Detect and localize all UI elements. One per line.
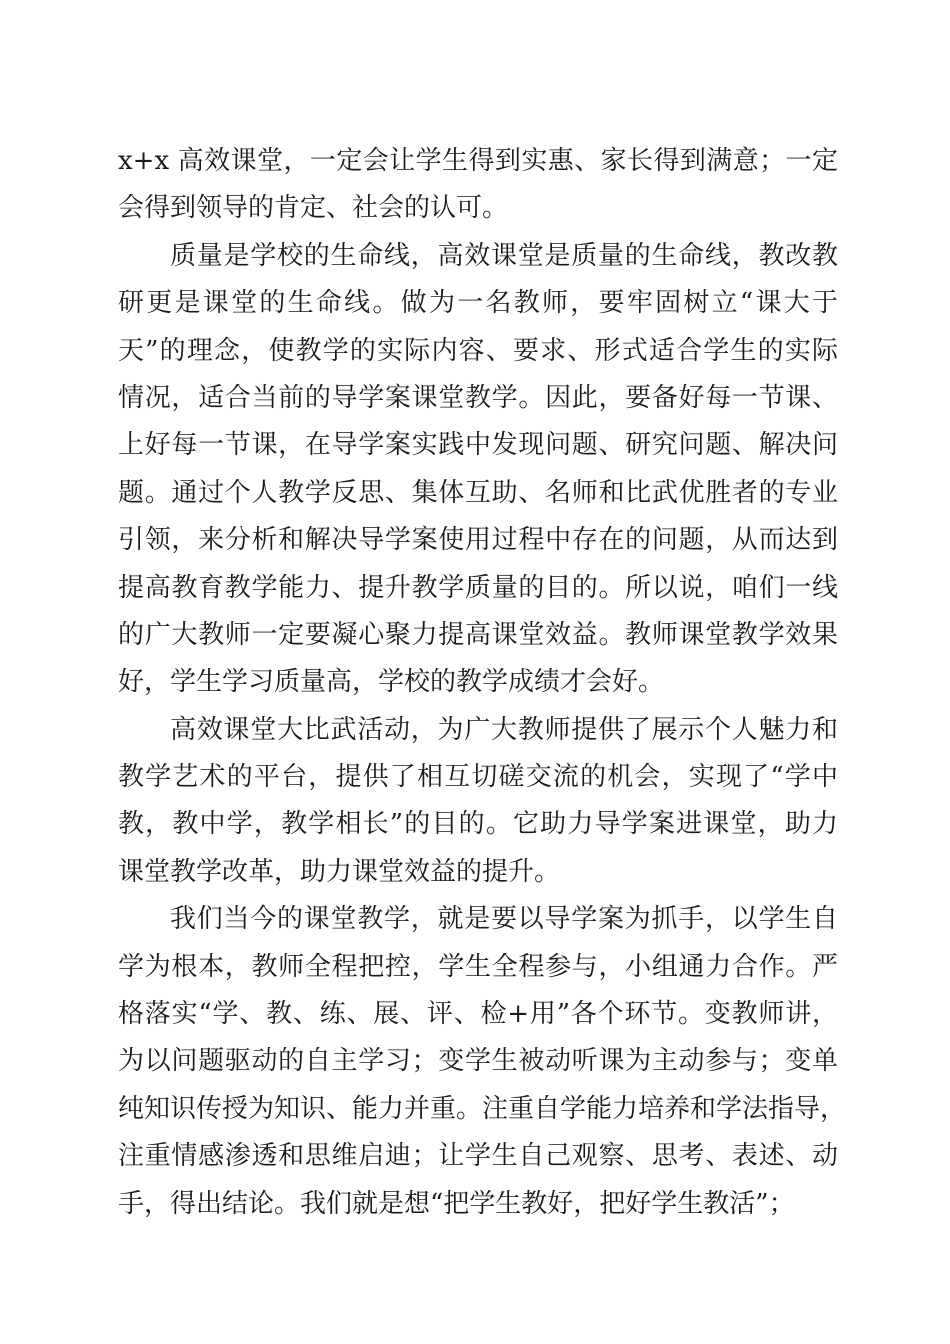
document-body — [118, 138, 847, 1228]
text-line: x+x 高效课堂，一定会让学生得到实惠、家长得到满意；一定 — [118, 146, 838, 176]
text-line: 提高教育教学能力、提升教学质量的目的。所以说，咱们一线 — [118, 572, 838, 603]
text-line: 学为根本，教师全程把控，学生全程参与，小组通力合作。严 — [118, 951, 838, 982]
paragraph-3 — [118, 707, 838, 897]
text-line: 会得到领导的肯定、社会的认可。 — [118, 193, 509, 224]
text-line: 手，得出结论。我们就是想“把学生教好，把好学生教活”； — [118, 1188, 795, 1219]
text-line: 教学艺术的平台，提供了相互切磋交流的机会，实现了“学中 — [118, 762, 838, 793]
paragraph-2 — [118, 233, 838, 707]
text-line: 的广大教师一定要凝心聚力提高课堂效益。教师课堂教学效果 — [118, 619, 838, 650]
text-line: 纯知识传授为知识、能力并重。注重自学能力培养和学法指导， — [118, 1093, 847, 1124]
text-line: 上好每一节课，在导学案实践中发现问题、研究问题、解决问 — [118, 430, 838, 461]
text-line: 天”的理念，使教学的实际内容、要求、形式适合学生的实际 — [118, 335, 838, 366]
text-line: 高效课堂大比武活动，为广大教师提供了展示个人魅力和 — [170, 714, 838, 745]
text-line: 课堂教学改革，助力课堂效益的提升。 — [118, 856, 561, 887]
text-line: 教，教中学，教学相长”的目的。它助力导学案进课堂，助力 — [118, 809, 838, 840]
text-line: 注重情感渗透和思维启迪；让学生自己观察、思考、表述、动 — [118, 1141, 838, 1172]
paragraph-4 — [118, 896, 847, 1228]
text-line: 为以问题驱动的自主学习；变学生被动听课为主动参与；变单 — [118, 1046, 838, 1077]
text-line: 情况，适合当前的导学案课堂教学。因此，要备好每一节课、 — [118, 382, 838, 413]
text-line: 质量是学校的生命线，高效课堂是质量的生命线，教改教 — [170, 240, 838, 271]
text-line: 格落实“学、教、练、展、评、检+用”各个环节。变教师讲， — [118, 999, 838, 1030]
paragraph-1 — [118, 138, 838, 233]
text-line: 好，学生学习质量高，学校的教学成绩才会好。 — [118, 667, 665, 698]
text-line: 题。通过个人教学反思、集体互助、名师和比武优胜者的专业 — [118, 477, 838, 508]
text-line: 研更是课堂的生命线。做为一名教师，要牢固树立“课大于 — [118, 288, 838, 319]
text-line: 我们当今的课堂教学，就是要以导学案为抓手，以学生自 — [170, 904, 838, 935]
text-line: 引领，来分析和解决导学案使用过程中存在的问题，从而达到 — [118, 525, 838, 556]
